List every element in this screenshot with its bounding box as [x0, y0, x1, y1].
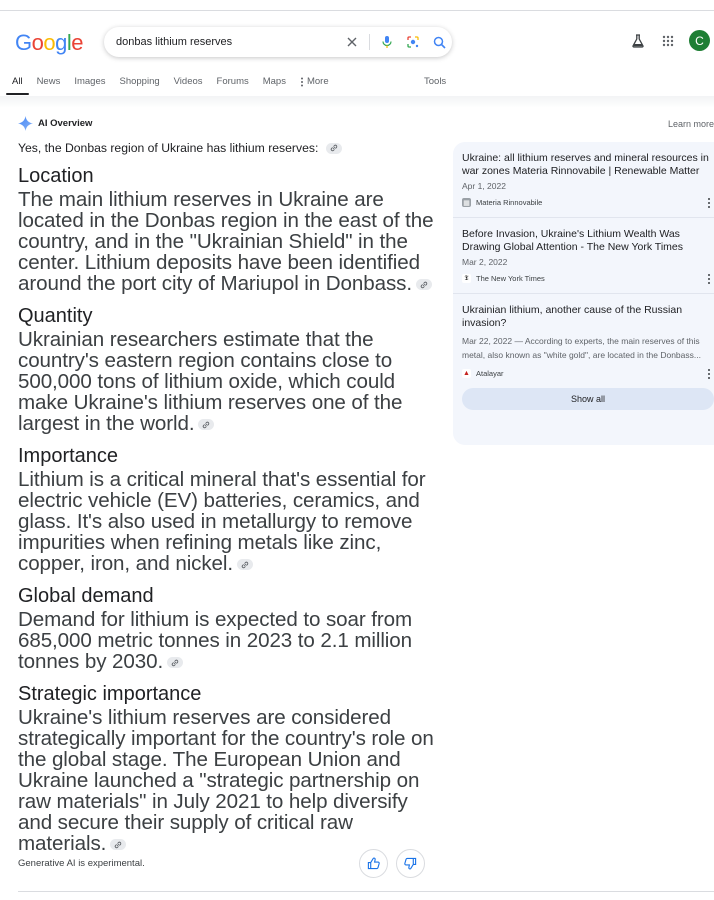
- search-bar[interactable]: [104, 27, 452, 57]
- search-icon[interactable]: [426, 29, 452, 55]
- source-title[interactable]: Before Invasion, Ukraine's Lithium Wealth Was Drawing Global Attention - The New York Times: [462, 228, 683, 253]
- account-avatar[interactable]: C: [689, 30, 710, 51]
- source-divider: [453, 217, 714, 218]
- source-list: [462, 152, 714, 378]
- source-link-chip[interactable]: [416, 279, 432, 290]
- logo-letter: g: [55, 30, 67, 55]
- logo-letter: o: [31, 30, 44, 55]
- source-date: Apr 1, 2022: [462, 181, 506, 191]
- link-icon: [114, 841, 122, 849]
- source-link-chip[interactable]: [110, 839, 126, 850]
- microphone-icon[interactable]: [374, 29, 400, 55]
- header-actions: [629, 30, 710, 51]
- link-icon: [420, 281, 428, 289]
- source-divider: [453, 293, 714, 294]
- ai-overview-title: AI Overview: [38, 118, 93, 129]
- tab-maps[interactable]: Maps: [262, 76, 286, 87]
- tab-shopping[interactable]: Shopping: [119, 76, 160, 87]
- more-vert-icon: [300, 77, 304, 87]
- link-icon: [330, 144, 338, 152]
- source-site: [462, 198, 711, 207]
- apps-grid-icon[interactable]: [659, 32, 677, 50]
- logo-letter: o: [43, 30, 56, 55]
- ai-overview-body: [18, 141, 438, 854]
- source-site: [462, 274, 711, 283]
- source-site-name: Atalayar: [476, 369, 504, 378]
- section-text-body: The main lithium reserves in Ukraine are located in the Donbas region in the east of the country, and in the "Ukrainian Shield" in the center. Lithium deposits have been identified around the port city of Mariupol in Donbass.: [18, 188, 434, 295]
- source-link-chip[interactable]: [198, 419, 214, 430]
- source-date: Mar 2, 2022: [462, 257, 508, 267]
- tab-more[interactable]: [300, 76, 329, 95]
- logo-letter: G: [15, 30, 32, 55]
- tab-images[interactable]: Images: [74, 76, 106, 87]
- tabs-shadow: [0, 96, 714, 108]
- site-favicon-icon: ▦: [463, 199, 470, 207]
- section-heading: Importance: [18, 445, 119, 467]
- source-link-chip[interactable]: [167, 657, 183, 668]
- tab-all[interactable]: All: [12, 76, 23, 95]
- clear-icon[interactable]: [339, 29, 365, 55]
- lens-icon[interactable]: [400, 29, 426, 55]
- show-all-button[interactable]: Show all: [462, 388, 714, 410]
- link-icon: [171, 659, 179, 667]
- link-icon: [241, 561, 249, 569]
- tab-more-label: More: [306, 76, 329, 87]
- source-site-name: The New York Times: [476, 274, 545, 283]
- section-text-body: Lithium is a critical mineral that's essential for electric vehicle (EV) batteries, ceramics, and glass. It's also used in metallurgy to remove impurities when refining metals like zinc, copper, iron, and nickel.: [18, 468, 426, 575]
- source-card[interactable]: [462, 304, 714, 378]
- source-site-name: Materia Rinnovabile: [476, 198, 543, 207]
- source-link-chip[interactable]: [326, 143, 342, 154]
- search-input[interactable]: donbas lithium reserves: [116, 36, 233, 48]
- source-link-chip[interactable]: [237, 559, 253, 570]
- section-text-body: Ukraine's lithium reserves are considered strategically important for the country's role on the global stage. The European Union and Ukraine launched a "strategic partnership on raw materials" in July 2021 to help diversify and secure their supply of critical raw materials.: [18, 706, 434, 855]
- section-text: [18, 469, 438, 574]
- google-logo[interactable]: [15, 30, 83, 56]
- section-text: [18, 189, 438, 294]
- tools-button[interactable]: Tools: [424, 76, 447, 87]
- section-text: [18, 707, 438, 854]
- source-title[interactable]: Ukraine: all lithium reserves and mineral resources in war zones Materia Rinnovabile | Renewable Matter: [462, 152, 709, 177]
- thumbs-down-button[interactable]: [396, 849, 425, 878]
- logo-letter: l: [66, 30, 72, 55]
- experimental-note: Generative AI is experimental.: [18, 858, 145, 869]
- source-snippet: [462, 334, 714, 362]
- source-menu-icon[interactable]: [705, 198, 713, 208]
- ai-intro-text: Yes, the Donbas region of Ukraine has lithium reserves:: [18, 141, 319, 155]
- bottom-divider: [18, 891, 714, 892]
- source-date: Mar 22, 2022 —: [462, 336, 523, 346]
- tab-forums[interactable]: Forums: [216, 76, 249, 87]
- logo-letter: e: [71, 30, 84, 55]
- thumbs-up-button[interactable]: [359, 849, 388, 878]
- source-menu-icon[interactable]: [705, 369, 713, 379]
- search-tabs: [12, 76, 343, 95]
- section-text: [18, 609, 438, 672]
- site-favicon-icon: 𝕿: [462, 274, 471, 283]
- source-card[interactable]: [462, 152, 714, 207]
- ai-overview-header: [18, 116, 92, 131]
- link-icon: [202, 421, 210, 429]
- section-heading: Strategic importance: [18, 683, 202, 705]
- section-text: [18, 329, 438, 434]
- site-favicon-icon: ▲: [463, 370, 470, 377]
- tab-videos[interactable]: Videos: [173, 76, 203, 87]
- section-heading: Quantity: [18, 305, 93, 327]
- ai-sections: [18, 165, 438, 854]
- gemini-sparkle-icon: [18, 116, 33, 131]
- learn-more-link[interactable]: Learn more: [667, 119, 714, 129]
- thumbs-down-icon: [404, 857, 417, 870]
- source-snippet-text: According to experts, the main reserves of this metal, also known as "white gold", are located in the Donbass...: [462, 336, 701, 360]
- thumbs-up-icon: [367, 857, 380, 870]
- search-divider: [369, 34, 370, 50]
- section-heading: Location: [18, 165, 94, 187]
- ai-intro: [18, 141, 438, 155]
- source-card[interactable]: [462, 228, 714, 283]
- sources-panel: [453, 142, 714, 445]
- labs-flask-icon[interactable]: [629, 32, 647, 50]
- source-menu-icon[interactable]: [705, 274, 713, 284]
- source-site: [462, 369, 711, 378]
- tab-news[interactable]: News: [36, 76, 61, 87]
- source-title[interactable]: Ukrainian lithium, another cause of the Russian invasion?: [462, 304, 683, 329]
- section-heading: Global demand: [18, 585, 154, 607]
- section-text-body: Ukrainian researchers estimate that the country's eastern region contains close to 500,000 tons of lithium oxide, which could make Ukraine's lithium reserves one of the largest in the world.: [18, 328, 403, 435]
- top-divider: [0, 10, 714, 11]
- section-text-body: Demand for lithium is expected to soar from 685,000 metric tonnes in 2023 to 2.1 million tonnes by 2030.: [18, 608, 413, 673]
